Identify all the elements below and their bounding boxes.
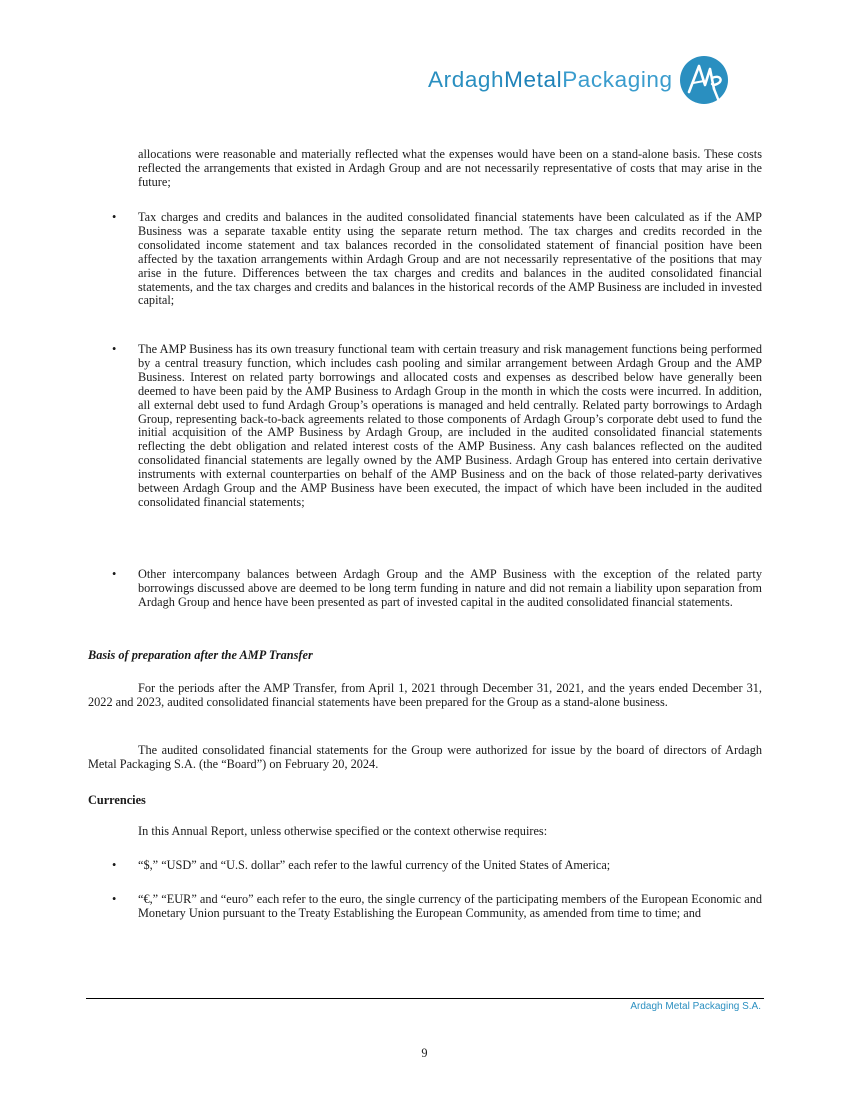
bullet-usd: “$,” “USD” and “U.S. dollar” each refer to the lawful currency of the United States of America; bbox=[138, 858, 611, 872]
bullet-marker: • bbox=[112, 342, 117, 356]
basis-paragraph-2: The audited consolidated financial statements for the Group were authorized for issue by the board of directors of Ardagh Metal Packaging S.A. (the “Board”) on February 20, 2024. bbox=[88, 743, 762, 771]
bullet-euro: “€,” “EUR” and “euro” each refer to the euro, the single currency of the participating members of the European Economic and Monetary Union pursuant to the Treaty Establishing the European Community, as amended from time to time; and bbox=[138, 892, 762, 920]
bullet-treasury: The AMP Business has its own treasury functional team with certain treasury and risk management functions being performed by a central treasury function, which includes cash pooling and similar arrangement between Ardagh Group and the AMP Business. Interest on related party borrowings and allocated costs and expenses as described below have generally been deemed to have been paid by the AMP Business to Ardagh Group in the month in which the costs were incurred. In addition, all external debt used to fund Ardagh Group’s operations is managed and held centrally. Related party borrowings to Ardagh Group, representing back-to-back agreements related to those components of Ardagh Group’s corporate debt used to fund the initial acquisition of the AMP Business by Ardagh Group, are included in the audited consolidated financial statements reflecting the debt obligation and related interest costs of the AMP Business. Any cash balances reflected on the audited consolidated financial statements are legally owned by the AMP Business. Ardagh Group has entered into certain derivative instruments with external counterparties on behalf of the AMP Business and on the back of those related-party derivatives between Ardagh Group and the AMP Business have been executed, the impact of which have been included in the audited consolidated financial statements; bbox=[138, 342, 762, 509]
bullet-marker: • bbox=[112, 858, 117, 872]
company-logo bbox=[428, 54, 729, 106]
bullet-marker: • bbox=[112, 210, 117, 224]
currencies-heading: Currencies bbox=[88, 793, 146, 807]
logo-wordmark: ArdaghMetalPackaging bbox=[428, 66, 673, 92]
basis-paragraph-1: For the periods after the AMP Transfer, from April 1, 2021 through December 31, 2021, and the years ended December 31, 2022 and 2023, audited consolidated financial statements have been prepared for the Group as a stand-alone business. bbox=[88, 681, 762, 709]
bullet-marker: • bbox=[112, 567, 117, 581]
footer-company-name: Ardagh Metal Packaging S.A. bbox=[630, 1001, 761, 1012]
amp-monogram-icon bbox=[679, 55, 729, 105]
basis-heading: Basis of preparation after the AMP Transfer bbox=[88, 648, 313, 662]
page-number: 9 bbox=[421, 1046, 428, 1060]
bullet-marker: • bbox=[112, 892, 117, 906]
continuation-paragraph: allocations were reasonable and materially reflected what the expenses would have been on a stand-alone basis. These costs reflected the arrangements that existed in Ardagh Group and are not necessarily representative of costs that may arise in the future; bbox=[138, 147, 762, 189]
currencies-intro: In this Annual Report, unless otherwise specified or the context otherwise requires: bbox=[138, 824, 548, 838]
footer-rule bbox=[86, 998, 764, 999]
bullet-intercompany: Other intercompany balances between Ardagh Group and the AMP Business with the exception of the related party borrowings discussed above are deemed to be long term funding in nature and did not remain a liability upon separation from Ardagh Group and hence have been presented as part of invested capital in the audited consolidated financial statements. bbox=[138, 567, 762, 609]
bullet-tax-charges: Tax charges and credits and balances in the audited consolidated financial statements have been calculated as if the AMP Business was a separate taxable entity using the separate return method. The tax charges and credits recorded in the consolidated income statement and tax balances recorded in the consolidated statement of financial position have been affected by the taxation arrangements within Ardagh Group and are not necessarily representative of the positions that may arise in the future. Differences between the tax charges and credits and balances in the audited consolidated financial statements, and the tax charges and credits and balances in the historical records of the AMP Business are included in invested capital; bbox=[138, 210, 762, 308]
